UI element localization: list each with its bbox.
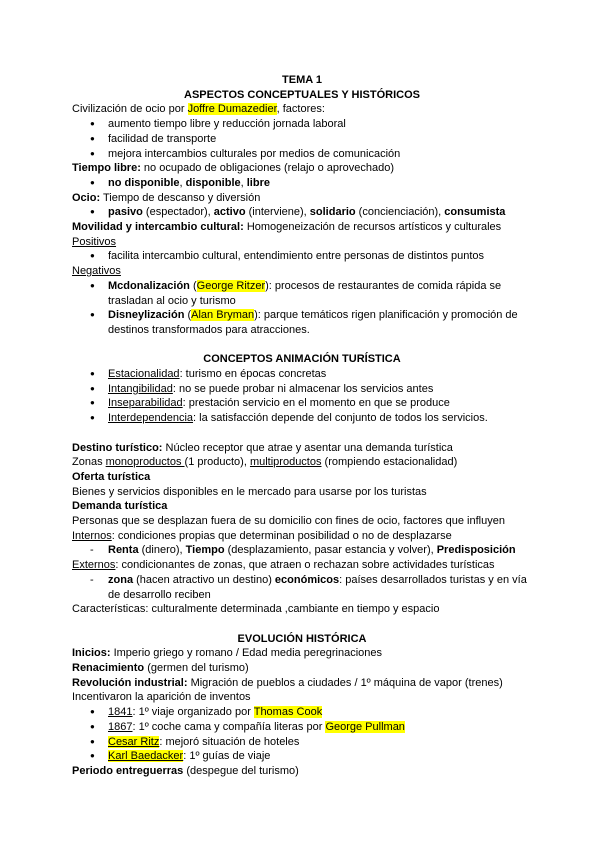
list-item: ● facilita intercambio cultural, entendimiento entre personas de distintos puntos (72, 249, 532, 264)
bold-term: pasivo (108, 206, 143, 219)
demanda-text: Personas que se desplazan fuera de su domicilio con fines de ocio, factores que influyen (72, 515, 505, 528)
list-item (72, 176, 532, 191)
person-baedacker: Karl Baedacker (108, 750, 184, 763)
underlined-term: Estacionalidad (108, 368, 180, 381)
text: (hacen atractivo un destino) (133, 573, 275, 586)
oferta-term (72, 470, 532, 485)
list-item (72, 308, 532, 337)
text: ( (184, 309, 192, 322)
text: : 1º guías de viaje (183, 750, 271, 763)
bold-term: Renta (108, 544, 139, 557)
separator: , (240, 176, 247, 189)
animacion-list (72, 367, 532, 426)
text: (interviene), (245, 206, 310, 219)
list-item (72, 735, 532, 750)
year: 1867 (108, 720, 133, 733)
text: ): procesos de restaurantes de comida rápida se trasladan al ocio y turismo (108, 279, 502, 307)
term: Demanda turística (72, 500, 168, 513)
list-item (72, 382, 532, 397)
person-ritz: Cesar Ritz (108, 735, 160, 748)
spacer (72, 426, 532, 441)
intro-line (72, 102, 532, 117)
text: : condiciones propias que determinan posibilidad o no de desplazarse (111, 529, 452, 542)
text: : 1º coche cama y compañía literas por (132, 720, 326, 733)
definition: no ocupado de obligaciones (relajo o aprovechado) (140, 162, 395, 175)
year: 1841 (108, 706, 133, 719)
oferta-text: Bienes y servicios disponibles en le mercado para usarse por los turistas (72, 485, 427, 498)
definition: Imperio griego y romano / Edad media peregrinaciones (110, 647, 382, 660)
bold-term: no disponible (108, 176, 180, 189)
bold-term: Mcdonalización (108, 279, 190, 292)
term: Inicios: (72, 647, 111, 660)
term: Revolución industrial: (72, 676, 188, 689)
section-heading-animacion: CONCEPTOS ANIMACIÓN TURÍSTICA (203, 353, 401, 366)
title-line-2: ASPECTOS CONCEPTUALES Y HISTÓRICOS (184, 88, 420, 101)
tiempo-libre-list (72, 176, 532, 191)
text: ): parque temáticos rigen planificación y promoción de destinos transformados para atracciones. (108, 309, 518, 336)
list-item: ● aumento tiempo libre y reducción jornada laboral (72, 117, 532, 132)
text: : 1º viaje organizado por (132, 706, 254, 719)
text: : prestación servicio en el momento en que se produce (182, 397, 450, 410)
author-ritzer: George Ritzer (196, 279, 266, 292)
list-item (72, 396, 532, 411)
renacimiento-line (72, 661, 532, 676)
bold-term: Tiempo (185, 544, 225, 557)
term: Renacimiento (72, 662, 145, 675)
list-item (72, 205, 532, 220)
zonas-line (72, 455, 532, 470)
term: Tiempo libre: (72, 162, 141, 175)
tiempo-libre-line (72, 161, 532, 176)
positivos-list (72, 249, 532, 264)
bold-term: zona (108, 573, 134, 586)
definition: Núcleo receptor que atrae y asentar una demanda turística (162, 441, 453, 454)
underlined-term: monoproductos (105, 456, 185, 469)
list-item (72, 279, 532, 308)
inventos-list (72, 705, 532, 764)
periodo-line (72, 764, 532, 779)
intro-post: , factores: (276, 103, 325, 116)
text: (espectador), (142, 206, 214, 219)
incentivaron-line: Incentivaron la aparición de inventos (72, 691, 251, 704)
bold-term: económicos (274, 573, 340, 586)
list-item (72, 705, 532, 720)
bold-term: libre (246, 176, 270, 189)
bold-term: Disneylización (108, 309, 185, 322)
positivos-label (72, 235, 532, 250)
caracteristicas-line: Características: culturalmente determinada ,cambiante en tiempo y espacio (72, 603, 440, 616)
demanda-term (72, 499, 532, 514)
list-item (72, 411, 532, 426)
list-item (72, 573, 532, 602)
underlined-term: Interdependencia (108, 412, 194, 425)
text: : países desarrollados turistas y en vía de desarrollo reciben (108, 573, 527, 601)
term: Movilidad y intercambio cultural: (72, 221, 244, 234)
externos-list (72, 573, 532, 602)
movilidad-line (72, 220, 532, 235)
internos-list (72, 543, 532, 558)
definition: Migración de pueblos a ciudades / 1º máquina de vapor (trenes) (187, 676, 503, 689)
underlined-term: Inseparabilidad (108, 397, 183, 410)
destino-line (72, 441, 532, 456)
text: (dinero), (138, 544, 186, 557)
revolucion-line (72, 676, 532, 691)
spacer (72, 338, 532, 353)
person-pullman: George Pullman (325, 720, 405, 733)
person-cook: Thomas Cook (253, 706, 323, 719)
underlined-term: Intangibilidad (108, 382, 173, 395)
subheading: Positivos (72, 235, 117, 248)
bold-term: solidario (309, 206, 356, 219)
list-item: ● facilidad de transporte (72, 132, 532, 147)
list-item (72, 749, 532, 764)
bold-term: consumista (444, 206, 506, 219)
negativos-label (72, 264, 532, 279)
list-item (72, 543, 532, 558)
term: Destino turístico: (72, 441, 163, 454)
term: Oferta turística (72, 470, 151, 483)
underlined-term: Externos (72, 559, 116, 572)
text: (rompiendo estacionalidad) (321, 456, 458, 469)
title-line-1: TEMA 1 (282, 74, 322, 86)
definition: Homogeneización de recursos artísticos y culturales (243, 221, 502, 234)
internos-line (72, 529, 532, 544)
definition: Tiempo de descanso y diversión (100, 191, 261, 204)
term: Ocio: (72, 191, 101, 204)
spacer (72, 617, 532, 632)
list-item (72, 367, 532, 382)
bold-term: disponible (185, 176, 241, 189)
definition: (despegue del turismo) (183, 765, 299, 777)
definition: (germen del turismo) (144, 662, 249, 675)
text: : turismo en épocas concretas (179, 368, 327, 381)
ocio-list (72, 205, 532, 220)
subheading: Negativos (72, 265, 121, 278)
text: (concienciación), (355, 206, 445, 219)
document-body (72, 73, 532, 779)
ocio-line (72, 191, 532, 206)
text: (desplazamiento, pasar estancia y volver), (224, 544, 437, 557)
text: : condicionantes de zonas, que atraen o rechazan sobre actividades turísticas (115, 559, 495, 572)
list-item (72, 720, 532, 735)
bold-term: Predisposición (436, 544, 516, 557)
list-item: ● mejora intercambios culturales por medios de comunicación (72, 147, 532, 162)
text: (1 producto), (184, 456, 250, 469)
underlined-term: multiproductos (249, 456, 322, 469)
author-dumazedier: Joffre Dumazedier (187, 103, 277, 116)
externos-line (72, 558, 532, 573)
negativos-list (72, 279, 532, 338)
intro-pre: Civilización de ocio por (72, 103, 188, 116)
section-heading-evolucion: EVOLUCIÓN HISTÓRICA (237, 632, 367, 645)
underlined-term: Internos (72, 529, 112, 542)
separator: , (179, 176, 186, 189)
text: : no se puede probar ni almacenar los servicios antes (172, 382, 434, 395)
author-bryman: Alan Bryman (191, 309, 255, 322)
bold-term: activo (213, 206, 246, 219)
text: ( (189, 279, 197, 292)
text: : la satisfacción depende del conjunto de todos los servicios. (193, 412, 488, 425)
term: Periodo entreguerras (72, 765, 184, 777)
inicios-line (72, 646, 532, 661)
text: Zonas (72, 456, 106, 469)
intro-factors-list (72, 117, 532, 161)
text: : mejoró situación de hoteles (159, 735, 300, 748)
